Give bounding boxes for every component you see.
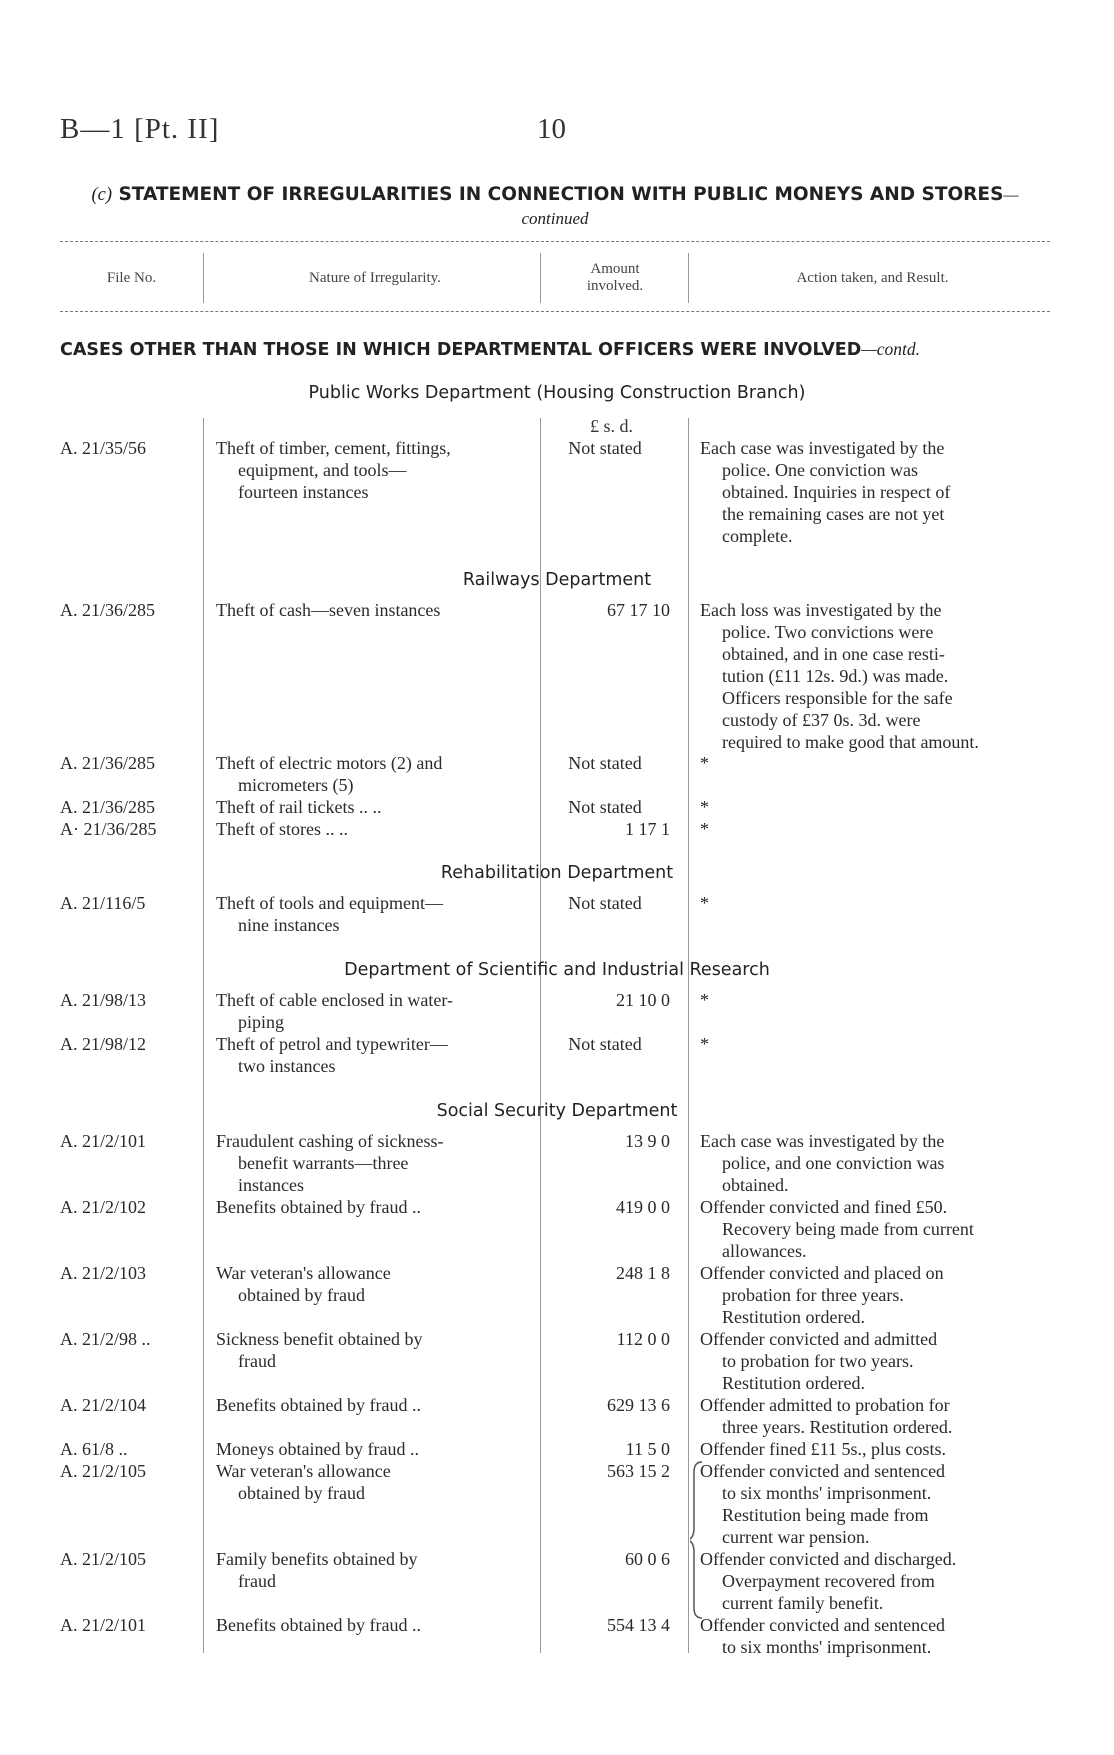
action-line: * [700, 990, 709, 1010]
file-number: A. 21/98/12 [60, 1034, 147, 1054]
nature-line: obtained by fraud [238, 1483, 365, 1503]
action-taken [700, 1196, 1050, 1262]
table-header-top-rule [60, 241, 1050, 242]
nature-line: Theft of petrol and typewriter— [216, 1034, 448, 1054]
action-line: to six months' imprisonment. [722, 1483, 932, 1503]
nature-line: Theft of rail tickets .. .. [216, 797, 382, 817]
action-line: police. One conviction was [722, 460, 918, 480]
action-taken [700, 1033, 1050, 1055]
nature-of-irregularity [216, 1548, 526, 1592]
action-line: Each case was investigated by the [700, 1131, 945, 1151]
amount-involved: 554 13 4 [607, 1615, 670, 1635]
file-number: A. 21/2/103 [60, 1263, 147, 1283]
cases-heading-text: CASES OTHER THAN THOSE IN WHICH DEPARTMENTAL OFFICERS WERE INVOLVED [60, 340, 862, 360]
amount-involved: 563 15 2 [607, 1461, 670, 1481]
nature-line: two instances [238, 1056, 336, 1076]
statement-title [60, 183, 1050, 230]
nature-line: Fraudulent cashing of sickness- [216, 1131, 444, 1151]
cases-heading [60, 339, 1050, 360]
amount-involved: Not stated [568, 753, 642, 773]
column-divider [203, 253, 204, 303]
column-header-action: Action taken, and Result. [796, 270, 949, 286]
nature-line: obtained by fraud [238, 1285, 365, 1305]
amount-involved: 67 17 10 [607, 600, 670, 620]
action-taken [700, 1614, 1050, 1658]
action-line: Restitution ordered. [722, 1373, 865, 1393]
cases-heading-contd: —contd. [861, 339, 921, 359]
file-number: A. 21/36/285 [60, 753, 156, 773]
statement-prefix: (c) [91, 185, 112, 205]
amount-involved: 11 5 0 [625, 1439, 670, 1459]
action-line: current war pension. [722, 1527, 870, 1547]
action-line: Offender convicted and placed on [700, 1263, 944, 1283]
action-line: * [700, 753, 709, 773]
nature-line: Family benefits obtained by [216, 1549, 418, 1569]
action-taken [700, 1130, 1050, 1196]
nature-line: Sickness benefit obtained by [216, 1329, 423, 1349]
action-line: Officers responsible for the safe [722, 688, 953, 708]
nature-of-irregularity [216, 1614, 526, 1636]
amount-involved: Not stated [568, 1034, 642, 1054]
action-line: police, and one conviction was [722, 1153, 945, 1173]
action-taken [700, 1438, 1050, 1460]
file-number: A· 21/36/285 [60, 819, 157, 839]
amount-involved: 629 13 6 [607, 1395, 670, 1415]
amount-involved: Not stated [568, 438, 642, 458]
file-number: A. 21/2/98 .. [60, 1329, 151, 1349]
amount-involved: Not stated [568, 893, 642, 913]
nature-of-irregularity [216, 1130, 526, 1196]
action-line: Recovery being made from current [722, 1219, 974, 1239]
nature-line: Benefits obtained by fraud .. [216, 1197, 421, 1217]
nature-line: Benefits obtained by fraud .. [216, 1615, 421, 1635]
nature-of-irregularity [216, 1196, 526, 1218]
file-number: A. 21/2/101 [60, 1615, 147, 1635]
file-number: A. 61/8 .. [60, 1439, 128, 1459]
action-line: custody of £37 0s. 3d. were [722, 710, 921, 730]
action-taken [700, 989, 1050, 1011]
statement-title-text: STATEMENT OF IRREGULARITIES IN CONNECTION WITH PUBLIC MONEYS AND STORES [118, 184, 1004, 205]
action-line: Restitution ordered. [722, 1307, 865, 1327]
nature-line: nine instances [238, 915, 340, 935]
action-line: Offender convicted and discharged. [700, 1549, 957, 1569]
nature-line: War veteran's allowance [216, 1461, 391, 1481]
nature-line: Theft of cash—seven instances [216, 600, 441, 620]
statement-continued: —continued [521, 185, 1019, 228]
page-number: 10 [537, 113, 566, 145]
action-line: Restitution being made from [722, 1505, 929, 1525]
action-line: police. Two convictions were [722, 622, 934, 642]
column-header-file-no: File No. [106, 270, 157, 286]
action-line: Overpayment recovered from [722, 1571, 935, 1591]
action-line: * [700, 797, 709, 817]
file-number: A. 21/2/105 [60, 1549, 147, 1569]
section-heading-social-security: Social Security Department [436, 1101, 678, 1121]
nature-of-irregularity [216, 1394, 526, 1416]
nature-line: Theft of timber, cement, fittings, [216, 438, 451, 458]
nature-line: benefit warrants—three [238, 1153, 409, 1173]
action-line: * [700, 893, 709, 913]
action-line: * [700, 819, 709, 839]
file-number: A. 21/2/102 [60, 1197, 147, 1217]
action-taken [700, 1328, 1050, 1394]
action-taken [700, 1460, 1050, 1548]
file-number: A. 21/36/285 [60, 797, 156, 817]
table-header-bottom-rule [60, 311, 1050, 312]
parliamentary-paper-reference: B—1 [Pt. II] [60, 113, 220, 145]
section-heading-rehabilitation: Rehabilitation Department [440, 863, 674, 883]
action-line: Each loss was investigated by the [700, 600, 942, 620]
file-number: A. 21/2/105 [60, 1461, 147, 1481]
amount-involved: 60 0 6 [625, 1549, 670, 1569]
action-line: complete. [722, 526, 793, 546]
file-number: A. 21/35/56 [60, 438, 147, 458]
action-line: * [700, 1034, 709, 1054]
action-line: tution (£11 12s. 9d.) was made. [722, 666, 949, 686]
currency-header: £ s. d. [590, 416, 634, 436]
nature-of-irregularity [216, 437, 526, 503]
nature-line: piping [238, 1012, 285, 1032]
file-number: A. 21/2/104 [60, 1395, 147, 1415]
action-taken [700, 599, 1050, 753]
nature-of-irregularity [216, 1460, 526, 1504]
file-number: A. 21/116/5 [60, 893, 146, 913]
nature-line: fourteen instances [238, 482, 369, 502]
action-taken [700, 1262, 1050, 1328]
file-number: A. 21/36/285 [60, 600, 156, 620]
file-number: A. 21/2/101 [60, 1131, 147, 1151]
action-taken [700, 818, 1050, 840]
section-heading-dsir: Department of Scientific and Industrial Research [344, 960, 770, 980]
nature-of-irregularity [216, 752, 526, 796]
action-line: allowances. [722, 1241, 807, 1261]
section-heading-railways: Railways Department [462, 570, 652, 590]
nature-line: fraud [238, 1571, 276, 1591]
action-line: Each case was investigated by the [700, 438, 945, 458]
nature-of-irregularity [216, 892, 526, 936]
action-taken [700, 796, 1050, 818]
action-line: Offender convicted and admitted [700, 1329, 938, 1349]
action-line: obtained, and in one case resti- [722, 644, 945, 664]
action-line: three years. Restitution ordered. [722, 1417, 953, 1437]
nature-of-irregularity [216, 599, 526, 621]
nature-line: Theft of electric motors (2) and [216, 753, 443, 773]
column-header-amount: Amount involved. [586, 261, 644, 294]
action-line: to six months' imprisonment. [722, 1637, 932, 1657]
column-header-nature: Nature of Irregularity. [309, 270, 441, 286]
action-line: to probation for two years. [722, 1351, 914, 1371]
amount-involved: 112 0 0 [616, 1329, 670, 1349]
nature-of-irregularity [216, 796, 526, 818]
nature-line: fraud [238, 1351, 276, 1371]
nature-line: Theft of cable enclosed in water- [216, 990, 454, 1010]
action-line: the remaining cases are not yet [722, 504, 945, 524]
action-taken [700, 752, 1050, 774]
action-line: current family benefit. [722, 1593, 884, 1613]
column-divider [203, 418, 204, 1653]
column-divider [688, 418, 689, 1653]
file-number: A. 21/98/13 [60, 990, 147, 1010]
action-line: Offender fined £11 5s., plus costs. [700, 1439, 946, 1459]
action-line: probation for three years. [722, 1285, 904, 1305]
nature-line: equipment, and tools— [238, 460, 407, 480]
nature-line: War veteran's allowance [216, 1263, 391, 1283]
nature-line: Theft of stores .. .. [216, 819, 348, 839]
amount-involved: 21 10 0 [616, 990, 670, 1010]
nature-of-irregularity [216, 989, 526, 1033]
nature-of-irregularity [216, 1262, 526, 1306]
nature-of-irregularity [216, 1033, 526, 1077]
nature-line: Theft of tools and equipment— [216, 893, 443, 913]
amount-involved: 248 1 8 [616, 1263, 670, 1283]
nature-line: Moneys obtained by fraud .. [216, 1439, 419, 1459]
nature-of-irregularity [216, 1328, 526, 1372]
action-taken [700, 1394, 1050, 1438]
amount-involved: Not stated [568, 797, 642, 817]
action-line: Offender convicted and sentenced [700, 1615, 946, 1635]
grouping-brace-icon [690, 1460, 708, 1620]
action-line: Offender convicted and sentenced [700, 1461, 946, 1481]
nature-line: micrometers (5) [238, 775, 354, 795]
amount-involved: 13 9 0 [625, 1131, 670, 1151]
action-taken [700, 437, 1050, 547]
action-taken [700, 1548, 1050, 1614]
action-line: Offender admitted to probation for [700, 1395, 950, 1415]
amount-involved: 1 17 1 [625, 819, 670, 839]
nature-line: Benefits obtained by fraud .. [216, 1395, 421, 1415]
nature-of-irregularity [216, 818, 526, 840]
nature-line: instances [238, 1175, 304, 1195]
action-taken [700, 892, 1050, 914]
action-line: required to make good that amount. [722, 732, 979, 752]
amount-involved: 419 0 0 [616, 1197, 670, 1217]
action-line: obtained. Inquiries in respect of [722, 482, 951, 502]
column-divider [540, 253, 541, 303]
action-line: Offender convicted and fined £50. [700, 1197, 948, 1217]
nature-of-irregularity [216, 1438, 526, 1460]
section-heading-public-works: Public Works Department (Housing Construction Branch) [308, 383, 806, 403]
action-line: obtained. [722, 1175, 789, 1195]
column-divider [688, 253, 689, 303]
